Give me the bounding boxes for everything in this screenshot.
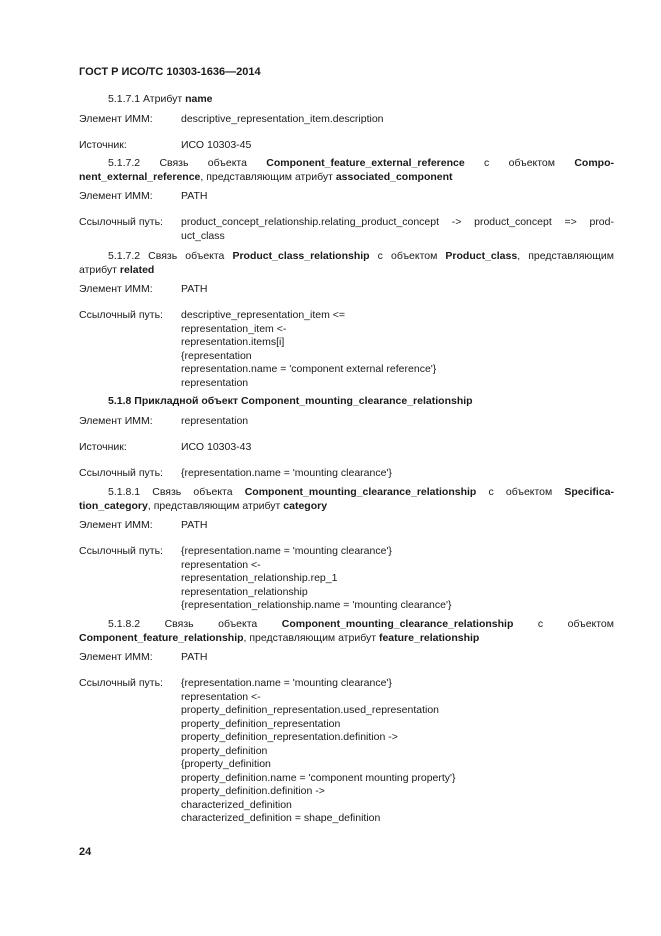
row-value: descriptive_representation_item <= representation_item <- representation.items[i] {representation representation.name = 'component external reference'} representation — [181, 309, 437, 389]
row-label: Ссылочный путь: — [79, 677, 163, 689]
row-label: Ссылочный путь: — [79, 309, 163, 321]
page-number: 24 — [79, 846, 92, 858]
attribute-name: name — [185, 93, 213, 105]
row-value: representation — [181, 415, 249, 427]
row-value: product_concept_relationship.relating_product_concept -> product_concept => prod- uct_class — [181, 216, 614, 242]
row-label: Элемент ИММ: — [79, 190, 153, 202]
row-value: descriptive_representation_item.description — [181, 113, 384, 125]
section-5-1-8-heading: 5.1.8 Прикладной объект Component_mounting_clearance_relationship — [108, 395, 473, 407]
row-label: Ссылочный путь: — [79, 216, 163, 228]
row-label: Элемент ИММ: — [79, 113, 153, 125]
row-value: PATH — [181, 651, 208, 663]
section-5-1-7-2-b: 5.1.7.2 Связь объекта Product_class_relationship с объектом Product_class, представляющим атрибут related — [79, 250, 614, 276]
row-value: {representation.name = 'mounting clearance'} — [181, 467, 392, 479]
section-5-1-7-2-a: 5.1.7.2 Связь объекта Component_feature_external_reference с объектом Compo- nent_external_reference, представляющим атрибут associated_component — [79, 157, 614, 183]
row-value: PATH — [181, 519, 208, 531]
row-label: Элемент ИММ: — [79, 651, 153, 663]
section-number: 5.1.7.1 Атрибут — [108, 93, 186, 105]
row-label: Элемент ИММ: — [79, 519, 153, 531]
row-value: {representation.name = 'mounting clearance'} representation <- representation_relationship.rep_1 representation_relationship {representation_relationship.name = 'mounting clearance'} — [181, 545, 452, 611]
row-label: Ссылочный путь: — [79, 545, 163, 557]
row-value: ИСО 10303-45 — [181, 139, 252, 151]
row-value: {representation.name = 'mounting clearance'} representation <- property_definition_representation.used_representation property_definition_representation property_definition_representation.definition -> property_definition {property_definition property_definition.name = 'component mounting property'} property_definition.definition -> characterized_definition characterized_definition = shape_definition — [181, 677, 456, 824]
section-5-1-7-1 — [79, 93, 614, 107]
row-label: Ссылочный путь: — [79, 467, 163, 479]
row-value: ИСО 10303-43 — [181, 441, 252, 453]
document-header: ГОСТ Р ИСО/ТС 10303-1636—2014 — [79, 66, 261, 78]
row-value: PATH — [181, 283, 208, 295]
row-label: Источник: — [79, 139, 127, 151]
row-value: PATH — [181, 190, 208, 202]
row-label: Элемент ИММ: — [79, 283, 153, 295]
section-5-1-8-1: 5.1.8.1 Связь объекта Component_mounting_clearance_relationship с объектом Specifica- tion_category, представляющим атрибут category — [79, 486, 614, 512]
row-label: Элемент ИММ: — [79, 415, 153, 427]
row-label: Источник: — [79, 441, 127, 453]
section-5-1-8-2: 5.1.8.2 Связь объекта Component_mounting_clearance_relationship с объектом Component_feature_relationship, представляющим атрибут feature_relationship — [79, 618, 614, 644]
